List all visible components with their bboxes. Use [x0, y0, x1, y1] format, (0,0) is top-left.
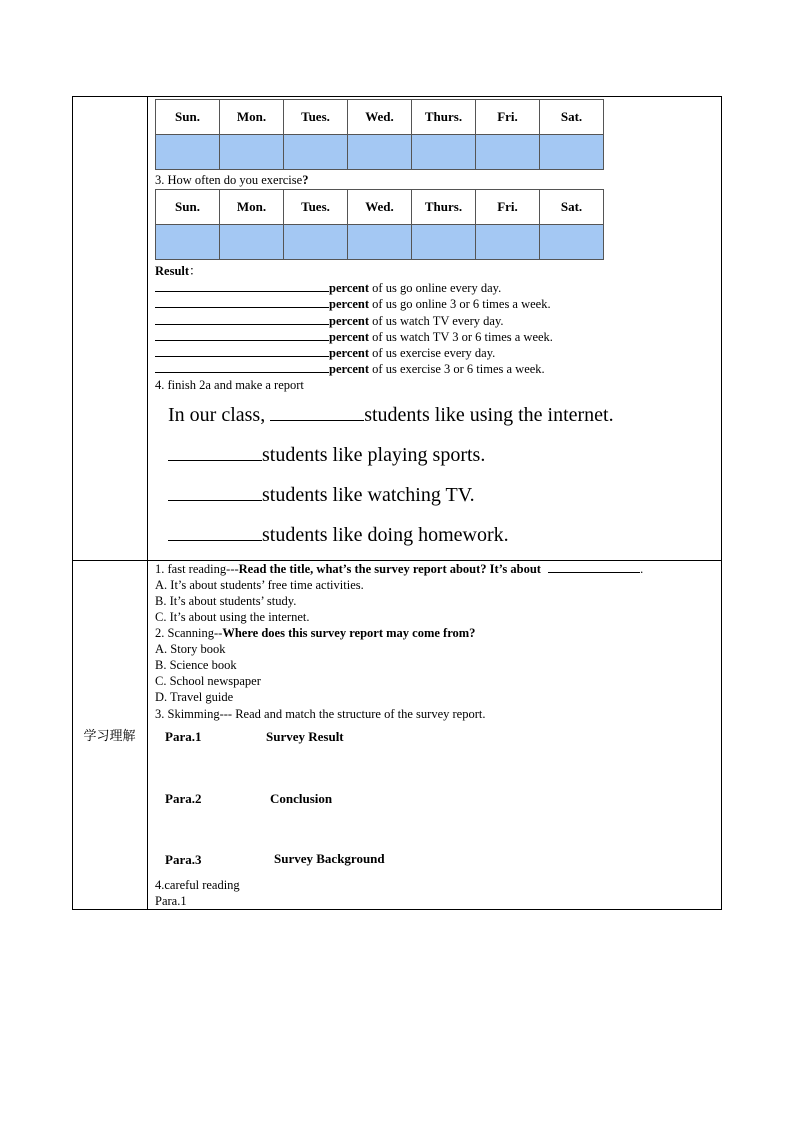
option-b: B. Science book	[155, 658, 237, 672]
answer-cell[interactable]	[412, 225, 476, 260]
result-line-5	[155, 345, 495, 361]
weekday-table-1	[155, 99, 604, 170]
option-a: A. Story book	[155, 642, 226, 656]
para-1-label[interactable]: Para.1	[165, 729, 202, 744]
day-header-wed: Wed.	[348, 190, 412, 225]
report-blank[interactable]	[168, 482, 262, 501]
report-blank[interactable]	[168, 522, 262, 541]
option-a: A. It’s about students’ free time activities.	[155, 578, 364, 592]
day-header-sat: Sat.	[540, 190, 604, 225]
report-line-3	[168, 482, 475, 507]
report-line-4	[168, 522, 509, 547]
question-3	[155, 172, 308, 188]
report-text: students like playing sports.	[262, 444, 486, 466]
question-mark: ?	[302, 173, 309, 187]
day-header-mon: Mon.	[220, 100, 284, 135]
answer-cell[interactable]	[540, 225, 604, 260]
answer-cell[interactable]	[284, 225, 348, 260]
careful-reading-para: Para.1	[155, 894, 187, 908]
report-text: students like watching TV.	[262, 484, 475, 506]
section-label: 学习理解	[83, 729, 136, 744]
question-3-text: 3. How often do you exercise	[155, 173, 303, 187]
answer-blank[interactable]	[155, 296, 329, 308]
weekday-table-2	[155, 189, 604, 260]
scanning-question	[155, 625, 475, 641]
survey-result-label[interactable]: Survey Result	[266, 729, 344, 744]
option-c: C. School newspaper	[155, 674, 261, 688]
question-4: 4. finish 2a and make a report	[155, 378, 304, 392]
option-c: C. It’s about using the internet.	[155, 610, 310, 624]
weekday-header-row	[156, 100, 604, 135]
conclusion-label[interactable]: Conclusion	[270, 791, 333, 806]
para-3-label[interactable]: Para.3	[165, 852, 202, 867]
result-line-1	[155, 280, 501, 296]
day-header-fri: Fri.	[476, 190, 540, 225]
result-text: of us go online every day.	[372, 281, 502, 295]
survey-background-label[interactable]: Survey Background	[274, 851, 385, 866]
weekday-header-row	[156, 190, 604, 225]
report-line-1	[168, 402, 614, 427]
percent-keyword: percent	[329, 346, 370, 360]
answer-cell[interactable]	[476, 135, 540, 170]
report-blank[interactable]	[270, 402, 364, 421]
answer-blank[interactable]	[155, 280, 329, 292]
report-blank[interactable]	[168, 442, 262, 461]
answer-blank[interactable]	[548, 561, 640, 573]
day-header-thurs: Thurs.	[412, 100, 476, 135]
day-header-mon: Mon.	[220, 190, 284, 225]
scanning-prefix: 2. Scanning--	[155, 626, 223, 640]
percent-keyword: percent	[329, 314, 370, 328]
answer-cell[interactable]	[220, 225, 284, 260]
period: .	[640, 562, 644, 576]
answer-cell[interactable]	[156, 225, 220, 260]
result-text: of us go online 3 or 6 times a week.	[372, 297, 551, 311]
result-heading	[155, 263, 202, 279]
answer-blank[interactable]	[155, 361, 329, 373]
result-line-2	[155, 296, 551, 312]
day-header-sat: Sat.	[540, 100, 604, 135]
percent-keyword: percent	[329, 362, 370, 376]
day-header-tues: Tues.	[284, 100, 348, 135]
option-d: D. Travel guide	[155, 690, 234, 704]
careful-reading-heading: 4.careful reading	[155, 878, 240, 892]
day-header-sun: Sun.	[156, 190, 220, 225]
scanning-text: Where does this survey report may come from?	[222, 626, 476, 640]
day-header-wed: Wed.	[348, 100, 412, 135]
result-colon: ：	[189, 264, 202, 278]
percent-keyword: percent	[329, 330, 370, 344]
day-header-sun: Sun.	[156, 100, 220, 135]
answer-cell[interactable]	[540, 135, 604, 170]
answer-cell[interactable]	[348, 135, 412, 170]
percent-keyword: percent	[329, 297, 370, 311]
percent-keyword: percent	[329, 281, 370, 295]
answer-blank[interactable]	[155, 345, 329, 357]
answer-cell[interactable]	[284, 135, 348, 170]
report-text: students like using the internet.	[364, 404, 614, 426]
answer-cell[interactable]	[476, 225, 540, 260]
answer-blank[interactable]	[155, 329, 329, 341]
answer-row	[156, 225, 604, 260]
option-b: B. It’s about students’ study.	[155, 594, 297, 608]
result-line-3	[155, 313, 504, 329]
skimming-question: 3. Skimming--- Read and match the structure of the survey report.	[155, 707, 486, 721]
day-header-tues: Tues.	[284, 190, 348, 225]
day-header-thurs: Thurs.	[412, 190, 476, 225]
answer-cell[interactable]	[156, 135, 220, 170]
report-text: In our class,	[168, 404, 266, 426]
fast-reading-prefix: 1. fast reading---	[155, 562, 239, 576]
fast-reading-question	[155, 561, 643, 577]
answer-cell[interactable]	[220, 135, 284, 170]
result-text: of us watch TV 3 or 6 times a week.	[372, 330, 553, 344]
result-text: of us watch TV every day.	[372, 314, 504, 328]
result-text: of us exercise every day.	[372, 346, 496, 360]
report-text: students like doing homework.	[262, 524, 509, 546]
report-line-2	[168, 442, 485, 467]
result-text: of us exercise 3 or 6 times a week.	[372, 362, 545, 376]
answer-cell[interactable]	[412, 135, 476, 170]
result-line-4	[155, 329, 553, 345]
para-2-label[interactable]: Para.2	[165, 791, 202, 806]
answer-cell[interactable]	[348, 225, 412, 260]
answer-blank[interactable]	[155, 313, 329, 325]
result-label: Result	[155, 264, 190, 278]
fast-reading-text: Read the title, what’s the survey report about? It’s about	[238, 562, 541, 576]
answer-row	[156, 135, 604, 170]
column-divider	[147, 96, 148, 910]
result-line-6	[155, 361, 545, 377]
day-header-fri: Fri.	[476, 100, 540, 135]
